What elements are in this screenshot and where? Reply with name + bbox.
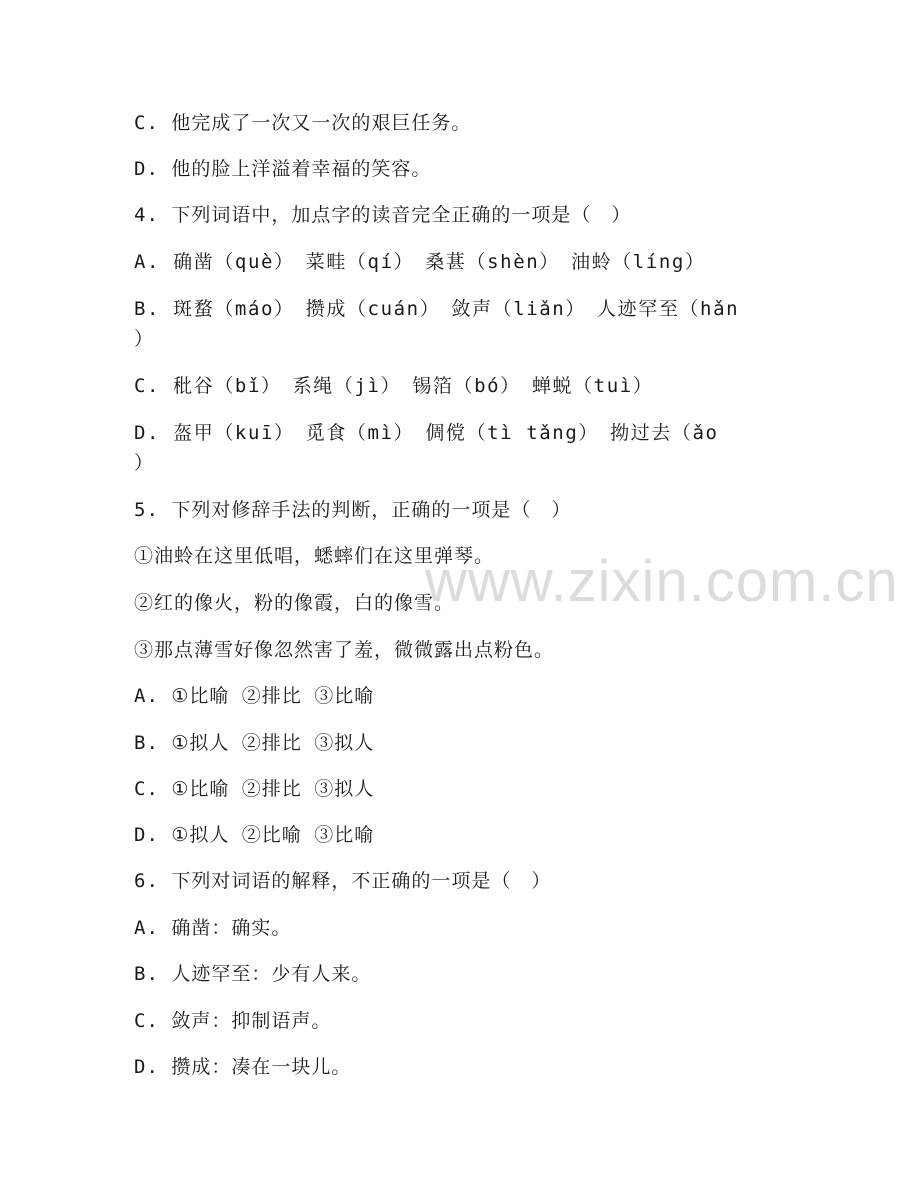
q4-option-a: A. 确凿（què） 菜畦（qí） 桑葚（shèn） 油蛉（líng）: [134, 251, 706, 273]
q5-sentence-2: ②红的像火，粉的像霞，白的像雪。: [134, 592, 455, 614]
q5-option-b: B. ①拟人 ②排比 ③拟人: [134, 732, 375, 754]
q5-option-c: C. ①比喻 ②排比 ③拟人: [134, 778, 375, 800]
q5-sentence-1: ①油蛉在这里低唱，蟋蟀们在这里弹琴。: [134, 545, 495, 567]
q5-sentence-3: ③那点薄雪好像忽然害了羞，微微露出点粉色。: [134, 639, 555, 661]
question-5-stem: 5. 下列对修辞手法的判断，正确的一项是（ ）: [134, 499, 572, 521]
q4-option-d: D. 盔甲（kuī） 觅食（mì） 倜傥（tì tǎng） 拗过去（ǎo: [134, 422, 719, 444]
q4-option-b: B. 斑蝥（máo） 攒成（cuán） 敛声（liǎn） 人迹罕至（hǎn: [134, 298, 740, 320]
question-6-stem: 6. 下列对词语的解释，不正确的一项是（ ）: [134, 870, 552, 892]
q4-option-b-continuation: ）: [134, 328, 154, 350]
q6-option-b: B. 人迹罕至：少有人来。: [134, 963, 372, 985]
q4-option-d-continuation: ）: [134, 452, 154, 474]
q6-option-d: D. 攒成：凑在一块儿。: [134, 1056, 352, 1078]
q5-option-a: A. ①比喻 ②排比 ③比喻: [134, 685, 375, 707]
q6-option-a: A. 确凿：确实。: [134, 917, 292, 939]
q6-option-c: C. 敛声：抑制语声。: [134, 1010, 332, 1032]
q5-option-d: D. ①拟人 ②比喻 ③比喻: [134, 824, 375, 846]
q3-option-d: D. 他的脸上洋溢着幸福的笑容。: [134, 158, 432, 180]
q4-option-c: C. 秕谷（bǐ） 系绳（jì） 锡箔（bó） 蝉蜕（tuì）: [134, 375, 654, 397]
q3-option-c: C. 他完成了一次又一次的艰巨任务。: [134, 112, 472, 134]
question-4-stem: 4. 下列词语中，加点字的读音完全正确的一项是（ ）: [134, 204, 632, 226]
watermark: www.zixin.com.cn: [425, 549, 899, 614]
